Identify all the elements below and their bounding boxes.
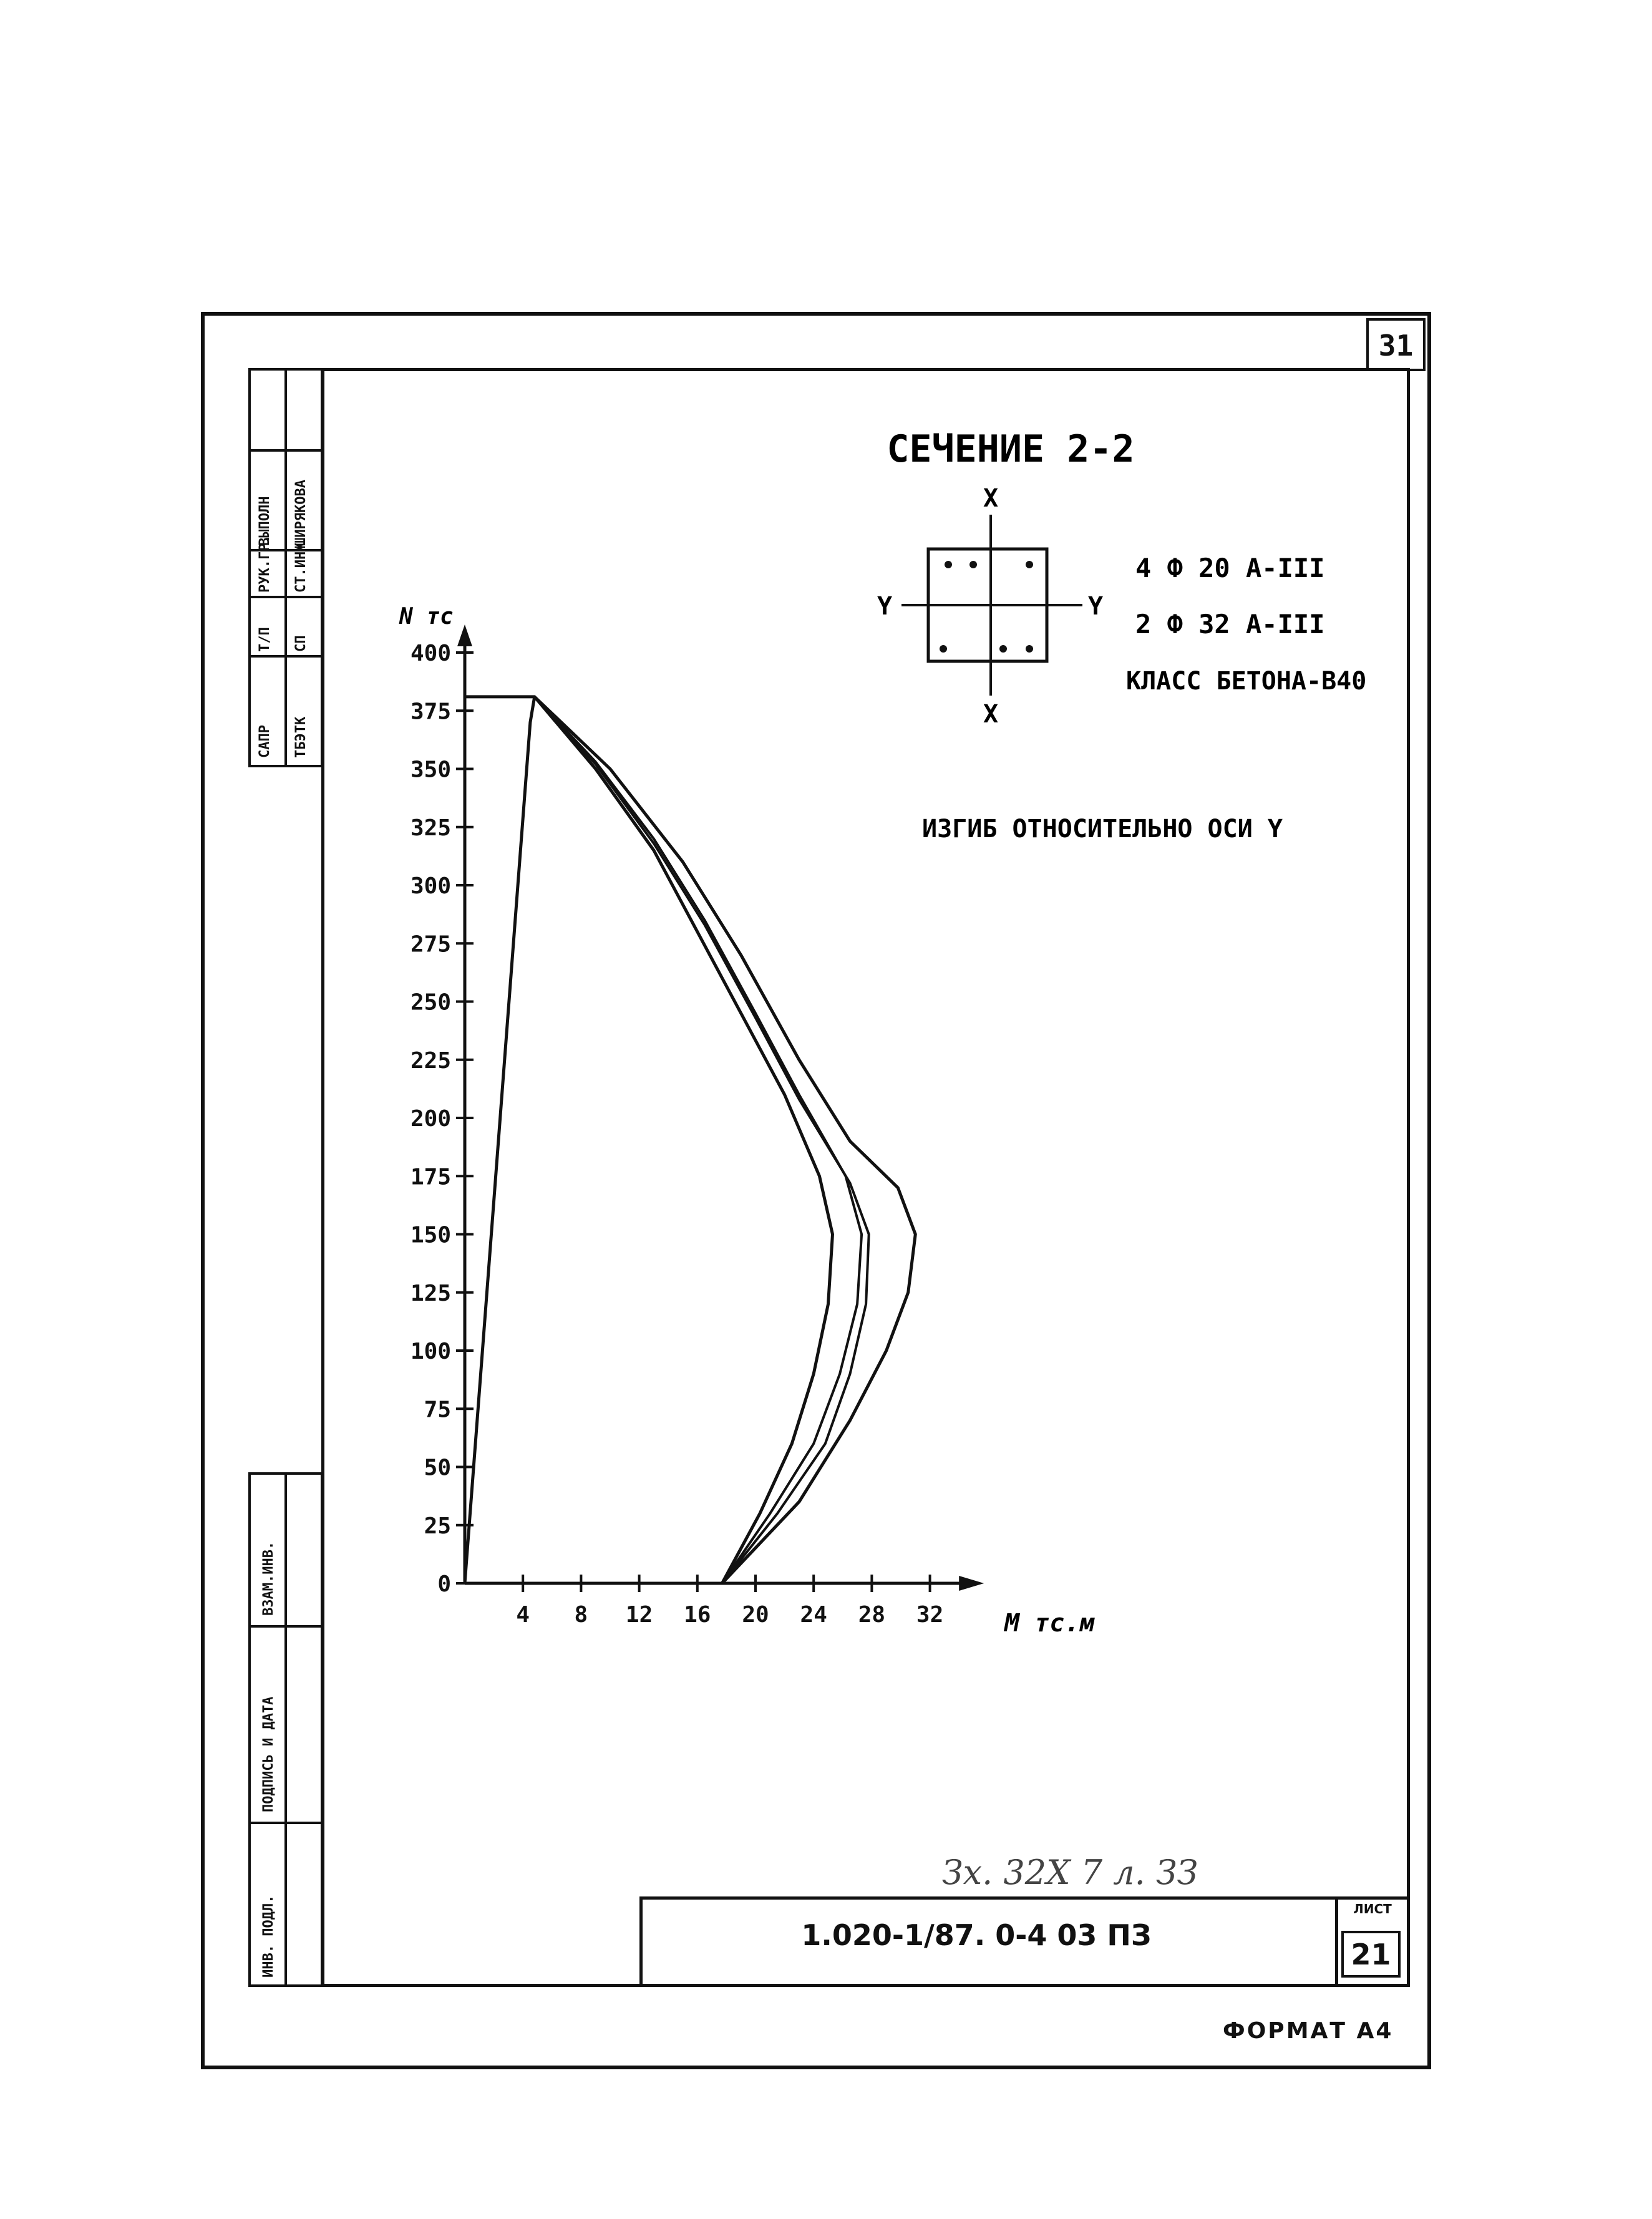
section-axis-x-bottom-label: X [983,700,999,729]
format-label: ФОРМАТ А4 [1223,2018,1394,2044]
x-tick-label: 32 [916,1602,944,1628]
x-tick-label: 28 [858,1602,886,1628]
x-tick-label: 24 [800,1602,827,1628]
stamp-cell-tp: Т/П [257,627,273,652]
x-tick-label: 12 [625,1602,653,1628]
y-axis-label: N тс [399,604,454,629]
stamp-cell-sapr: САПР [257,725,273,758]
y-tick-label: 225 [410,1047,451,1074]
document-code: 1.020-1/87. 0-4 03 ПЗ [801,1918,1152,1952]
rebar-dot [969,561,977,568]
rebar-dot [945,561,952,568]
rebar-spec-1: 4 Ф 20 А-III [1135,553,1325,583]
y-tick-label: 50 [424,1455,451,1481]
y-tick-label: 125 [410,1280,451,1306]
stamp-cell-vypoln: ВЫПОЛН [257,496,273,546]
bending-note: ИЗГИБ ОТНОСИТЕЛЬНО ОСИ Y [922,815,1283,843]
series-curve-1 [465,697,535,1583]
y-tick-label: 250 [410,989,451,1016]
stamp-cell-sp: СП [293,635,309,652]
y-axis-arrow [457,624,472,646]
section-sketch [877,484,1103,729]
series-curve-5 [535,697,916,1583]
sheet-label: ЛИСТ [1353,1901,1392,1916]
y-tick-label: 350 [410,757,451,783]
stamp-cell-vzam-inv: ВЗАМ.ИНВ. [261,1541,276,1616]
y-tick-label: 25 [424,1513,451,1539]
y-tick-label: 325 [410,815,451,841]
y-tick-label: 375 [410,699,451,725]
concrete-class: КЛАСС БЕТОНА-В40 [1126,667,1367,696]
y-tick-label: 300 [410,873,451,899]
series-curve-3 [535,697,862,1583]
chart-axes [411,624,984,1628]
x-tick-label: 4 [516,1602,530,1628]
y-tick-label: 75 [424,1397,451,1423]
x-axis-arrow [959,1576,984,1591]
rebar-dot [999,645,1007,653]
section-axis-y-left-label: Y [877,592,893,621]
rebar-dot [940,645,947,653]
handwritten-note: Зх. 32Х 7 л. ЗЗ [942,1853,1198,1892]
stamp-cell-stinzh: СТ.ИНЖ [293,543,309,593]
stamp-cell-podpis-data: ПОДПИСЬ И ДАТА [261,1696,276,1812]
y-tick-label: 100 [410,1339,451,1364]
x-tick-label: 16 [684,1602,711,1628]
stamp-cell-shiryakova: ШИРЯКОВА [293,480,309,546]
x-tick-label: 8 [574,1602,588,1628]
y-tick-label: 0 [437,1571,451,1597]
y-tick-label: 150 [410,1222,451,1248]
section-title: СЕЧЕНИЕ 2-2 [887,427,1135,471]
chart-curves [465,697,915,1583]
rebar-dot [1026,645,1033,653]
y-tick-label: 275 [410,931,451,958]
stamp-cell-tbetk: ТБЭТК [293,716,309,758]
y-tick-label: 400 [410,641,451,666]
y-tick-label: 175 [410,1164,451,1190]
stamp-cell-inv-podl: ИНВ. ПОДЛ. [261,1895,276,1978]
sheet-number: 21 [1341,1931,1401,1978]
x-tick-label: 20 [742,1602,769,1628]
section-axis-x-top-label: X [983,484,999,513]
stamp-cell-rukgr: РУК.ГР. [257,535,273,593]
rebar-spec-2: 2 Ф 32 А-III [1135,609,1325,639]
y-tick-label: 200 [410,1106,451,1132]
x-axis-label: M тс.м [1004,1609,1095,1638]
series-curve-4 [535,697,869,1583]
rebar-dot [1026,561,1033,568]
page-number: 31 [1366,318,1426,371]
section-axis-y-right-label: Y [1087,592,1104,621]
series-curve-2 [535,697,833,1583]
